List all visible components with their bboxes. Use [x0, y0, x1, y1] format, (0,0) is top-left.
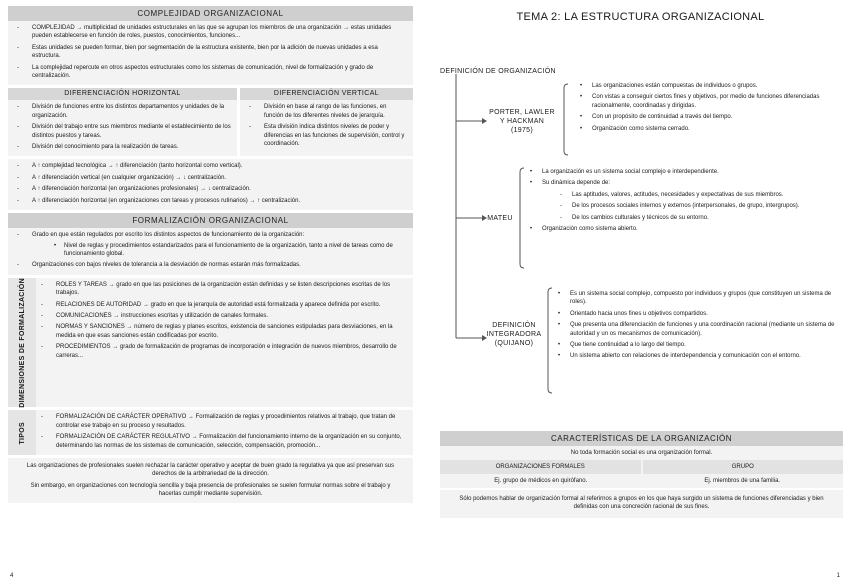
column-header: ORGANIZACIONES FORMALES — [440, 460, 641, 474]
list-item: - A ↑ diferenciación horizontal (en organizaciones profesionales) → ↓ centralización. — [14, 185, 407, 193]
diferenciacion-columns — [8, 88, 413, 156]
diferenciacion-horizontal — [8, 88, 237, 156]
relaciones-box — [8, 159, 413, 210]
list-item: - RELACIONES DE AUTORIDAD → grado en que la jerarquía de autoridad está formalizada y aparece definida por escrito. — [38, 301, 407, 309]
list-item: - División en base al rango de las funciones, en función de los diferentes niveles de jerarquía. — [246, 103, 407, 120]
porter-list — [578, 82, 840, 136]
list-item: - División del conocimiento para la realización de tareas. — [14, 143, 231, 151]
integradora-label: DEFINICIÓN INTEGRADORA (QUIJANO) — [486, 322, 542, 347]
list-item: • Orientado hacia unos fines u objetivos compartidos. — [556, 310, 840, 318]
caracteristicas-table — [440, 431, 843, 518]
definicion-root-label: DEFINICIÓN DE ORGANIZACIÓN — [440, 68, 556, 75]
list-item: • Organización como sistema cerrado. — [578, 125, 840, 133]
list-item — [528, 179, 840, 222]
page-title: TEMA 2: LA ESTRUCTURA ORGANIZACIONAL — [516, 11, 765, 23]
list-item: - Organizaciones con bajos niveles de tolerancia a la desviación de normas estarán más formalizadas. — [14, 261, 407, 269]
page-number-left: 4 — [10, 573, 14, 579]
list-item: - Las aptitudes, valores, actitudes, necesidades y expectativas de sus miembros. — [558, 191, 840, 199]
list-item: • Organización como sistema abierto. — [528, 225, 840, 233]
list-item: • Con vistas a conseguir ciertos fines y objetivos, por medio de funciones diferenciadas racionalmente, coordinadas y dirigidas. — [578, 93, 840, 110]
list-item: - División del trabajo entre sus miembros mediante el establecimiento de los distintos puestos y tareas. — [14, 123, 231, 140]
table-cell: Ej. grupo de médicos en quirófano. — [494, 478, 588, 484]
caracteristicas-note: Sólo podemos hablar de organización formal al referirnos a grupos en los que haya surgido un sistema de funciones diferenciadas y bien definidas con una concreción racional de sus fines. — [440, 488, 843, 518]
list-item: • Que presenta una diferenciación de funciones y una coordinación racional (mediante un sistema de autoridad y un os mecanismos de comunicación). — [556, 321, 840, 338]
formalizacion-header: FORMALIZACIÓN ORGANIZACIONAL — [8, 213, 413, 228]
list-item: - División de funciones entre los distintos departamentos y unidades de la organización. — [14, 103, 231, 120]
list-item: • Que tiene continuidad a lo largo del tiempo. — [556, 341, 840, 349]
list-item: - FORMALIZACIÓN DE CARÁCTER OPERATIVO → Formalización de reglas y procedimientos relativos al trabajo, que tratan de controlar ese trabajo en su proceso y resultados. — [38, 413, 407, 430]
list-item: - La complejidad repercute en otros aspectos estructurales como los sistemas de comunicación, nivel de formalización y grado de centralización. — [14, 64, 407, 81]
table-cell: Ej. miembros de una familia. — [704, 478, 781, 484]
right-page — [438, 0, 843, 587]
list-item: - De los procesos sociales internos y externos (interpersonales, de grupo, intergrupos). — [558, 202, 840, 210]
list-item: - NORMAS Y SANCIONES → número de reglas y planes escritos, existencia de sanciones estipuladas para desviaciones, en la medida en que esas sanciones están codificadas por escrito. — [38, 323, 407, 340]
list-item: • Con un propósito de continuidad a través del tiempo. — [578, 113, 840, 121]
diferenciacion-vertical-header: DIFERENCIACIÓN VERTICAL — [240, 88, 413, 100]
complejidad-header: COMPLEJIDAD ORGANIZACIONAL — [8, 6, 413, 21]
list-item: - Estas unidades se pueden formar, bien por segmentación de la estructura existente, bien por la adición de nuevas unidades a esa estructura. — [14, 44, 407, 61]
list-item: - A ↑ complejidad tecnológica → ↑ diferenciación (tanto horizontal como vertical). — [14, 162, 407, 170]
list-item: • Nivel de reglas y procedimientos estandarizados para el funcionamiento de la organización, tanto a nivel de tareas como de funcionamiento global. — [54, 242, 407, 259]
page-number-right: 1 — [836, 573, 840, 579]
diferenciacion-vertical — [240, 88, 413, 156]
formalizacion-box — [8, 228, 413, 275]
tipos-label: TIPOS — [18, 421, 26, 445]
list-item: • Es un sistema social complejo, compuesto por individuos y grupos (que constituyen un sistema de roles). — [556, 290, 840, 307]
tipos-box — [8, 410, 413, 455]
dimensiones-label: DIMENSIONES DE FORMALIZACIÓN — [18, 277, 26, 408]
list-item: - FORMALIZACIÓN DE CARÁCTER REGULATIVO → Formalización del funcionamiento interno de la organización en su conjunto, determinando las normas de los sistemas de comunicación, selección, compensación, promoción... — [38, 433, 407, 450]
list-item: - COMUNICACIONES → instrucciones escritas y utilización de canales formales. — [38, 312, 407, 320]
left-page — [8, 6, 413, 503]
diferenciacion-horizontal-header: DIFERENCIACIÓN HORIZONTAL — [8, 88, 237, 100]
formalizacion-note — [8, 458, 413, 503]
dimensiones-box — [8, 278, 413, 408]
caracteristicas-row: No toda formación social es una organización formal. — [570, 450, 713, 456]
mateu-item-text: Su dinámica depende de: — [542, 180, 611, 187]
list-item: - PROCEDIMIENTOS → grado de formalización de programas de incorporación e integración de nuevos miembros, desarrollo de carreras... — [38, 343, 407, 360]
table-header-row — [440, 460, 843, 474]
complejidad-box — [8, 21, 413, 85]
column-header: GRUPO — [643, 460, 844, 474]
note-paragraph: Las organizaciones de profesionales suelen rechazar la carácter operativo y aceptar de buen grado la regulativa ya que así preservan sus derechos de la arbitrariedad de la dirección. — [26, 463, 395, 478]
list-item: • Las organizaciones están compuestas de individuos o grupos. — [578, 82, 840, 90]
list-item: - De los cambios culturales y técnicos de su entorno. — [558, 214, 840, 222]
list-item: - A ↑ diferenciación horizontal (en organizaciones con tareas y procesos rutinarios) → ↑ centralización. — [14, 197, 407, 205]
mateu-list — [528, 168, 840, 236]
list-item: - ROLES Y TAREAS → grado en que las posiciones de la organización están definidas y se listen descripciones escritas de los trabajos. — [38, 281, 407, 298]
list-item: - COMPLEJIDAD → multiplicidad de unidades estructurales en las que se agrupan los miembros de una organización → estas unidades pueden establecerse en función de roles, puestos, conocimientos, funciones... — [14, 24, 407, 41]
integradora-list — [556, 290, 840, 364]
list-item: • La organización es un sistema social complejo e interdependiente. — [528, 168, 840, 176]
table-row — [440, 474, 843, 488]
list-item — [14, 231, 407, 258]
note-paragraph: Sin embargo, en organizaciones con tecnología sencilla y baja presencia de profesionales se suelen formular normas sobre el trabajo y hacerlas cumplir mediante supervisión. — [30, 482, 391, 498]
caracteristicas-header: CARACTERÍSTICAS DE LA ORGANIZACIÓN — [440, 431, 843, 446]
list-item: - Esta división indica distintos niveles de poder y diferencias en las funciones de supervisión, control y coordinación. — [246, 123, 407, 148]
formalizacion-item-text: Grado en que están regulados por escrito los distintos aspectos de funcionamiento de la organización: — [32, 232, 305, 239]
porter-label: PORTER, LAWLER Y HACKMAN (1975) — [489, 109, 555, 134]
mateu-label: MATEU — [487, 215, 513, 222]
list-item: • Un sistema abierto con relaciones de interdependencia y comunicación con el entorno. — [556, 352, 840, 360]
list-item: - A ↑ diferenciación vertical (en cualquier organización) → ↓ centralización. — [14, 174, 407, 182]
